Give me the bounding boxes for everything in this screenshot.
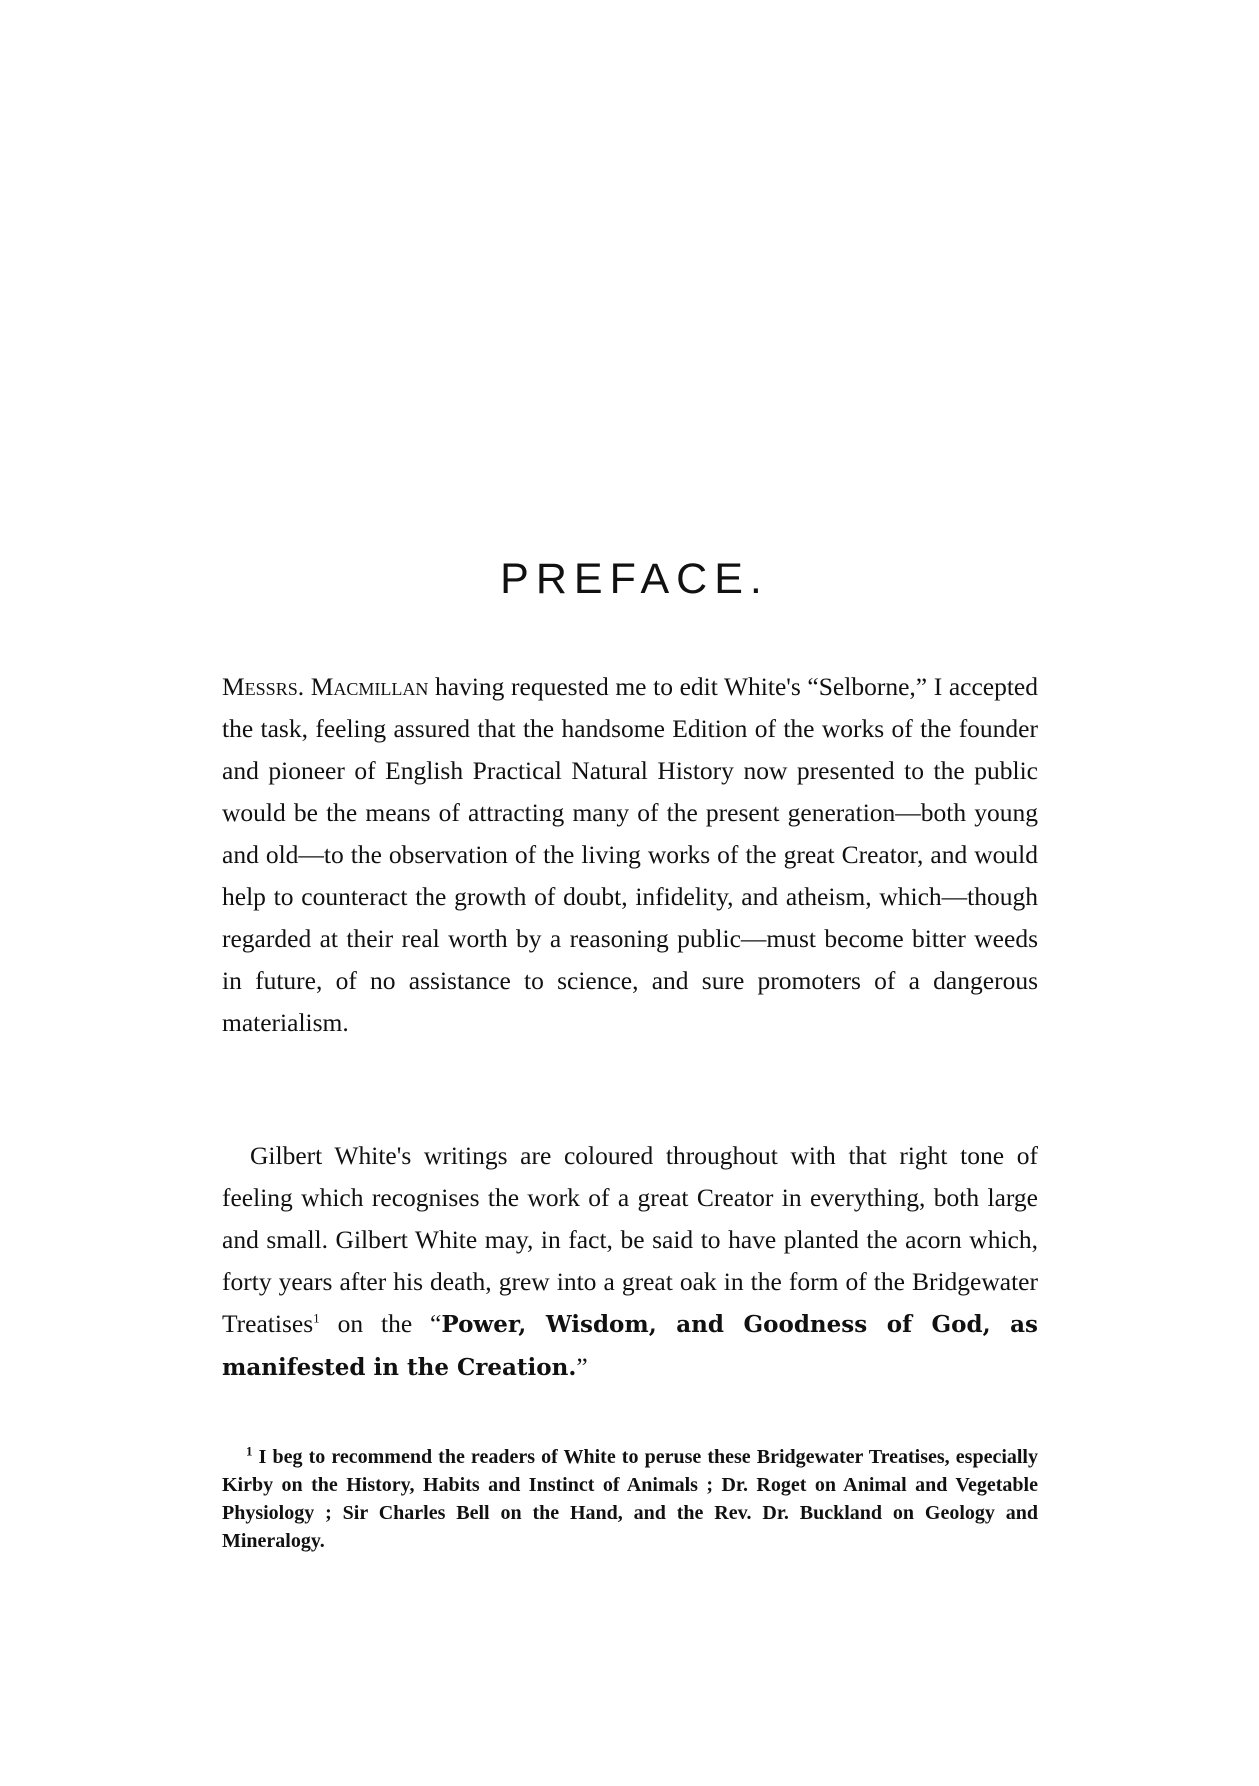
blackletter-quote: Power, Wisdom, and Goodness of God, as manifested in the Creation. [222,1311,1038,1381]
paragraph-1 [222,666,1038,1044]
paragraph-1-lead: Messrs. Macmillan [222,672,429,701]
paragraph-1-text: having requested me to edit White's “Selborne,” I accepted the task, feeling assured that the handsome Edition of the works of the founder and pioneer of English Practical Natural History now presented to the public would be the means of attracting many of the present generation—both young and old—to the observation of the living works of the great Creator, and would help to counteract the growth of doubt, infidelity, and atheism, which—though regarded at their real worth by a reasoning public—must become bitter weeds in future, of no assistance to science, and sure promoters of a dangerous materialism. [222,672,1038,1037]
footnote-reference: 1 [313,1310,320,1326]
paragraph-2 [222,1135,1038,1389]
page-title: PREFACE. [500,555,769,603]
footnote-text: I beg to recommend the readers of White to peruse these Bridgewater Treatises, especially Kirby on the History, Habits and Instinct of Animals ; Dr. Roget on Animal and Vegetable Physiology ; Sir Charles Bell on the Hand, and the Rev. Dr. Buckland on Geology and Mineralogy. [222,1446,1038,1552]
paragraph-2-text: Gilbert White's writings are coloured throughout with that right tone of feeling which recognises the work of a great Creator in everything, both large and small. Gilbert White may, in fact, be said to have planted the acorn which, forty years after his death, grew into a great oak in the form of the Bridgewater Treatises [222,1141,1038,1338]
footnote [222,1443,1038,1555]
paragraph-2-text-after: on the “ [319,1309,442,1338]
footnote-marker: 1 [246,1443,253,1459]
paragraph-2-closing: ” [576,1352,588,1381]
